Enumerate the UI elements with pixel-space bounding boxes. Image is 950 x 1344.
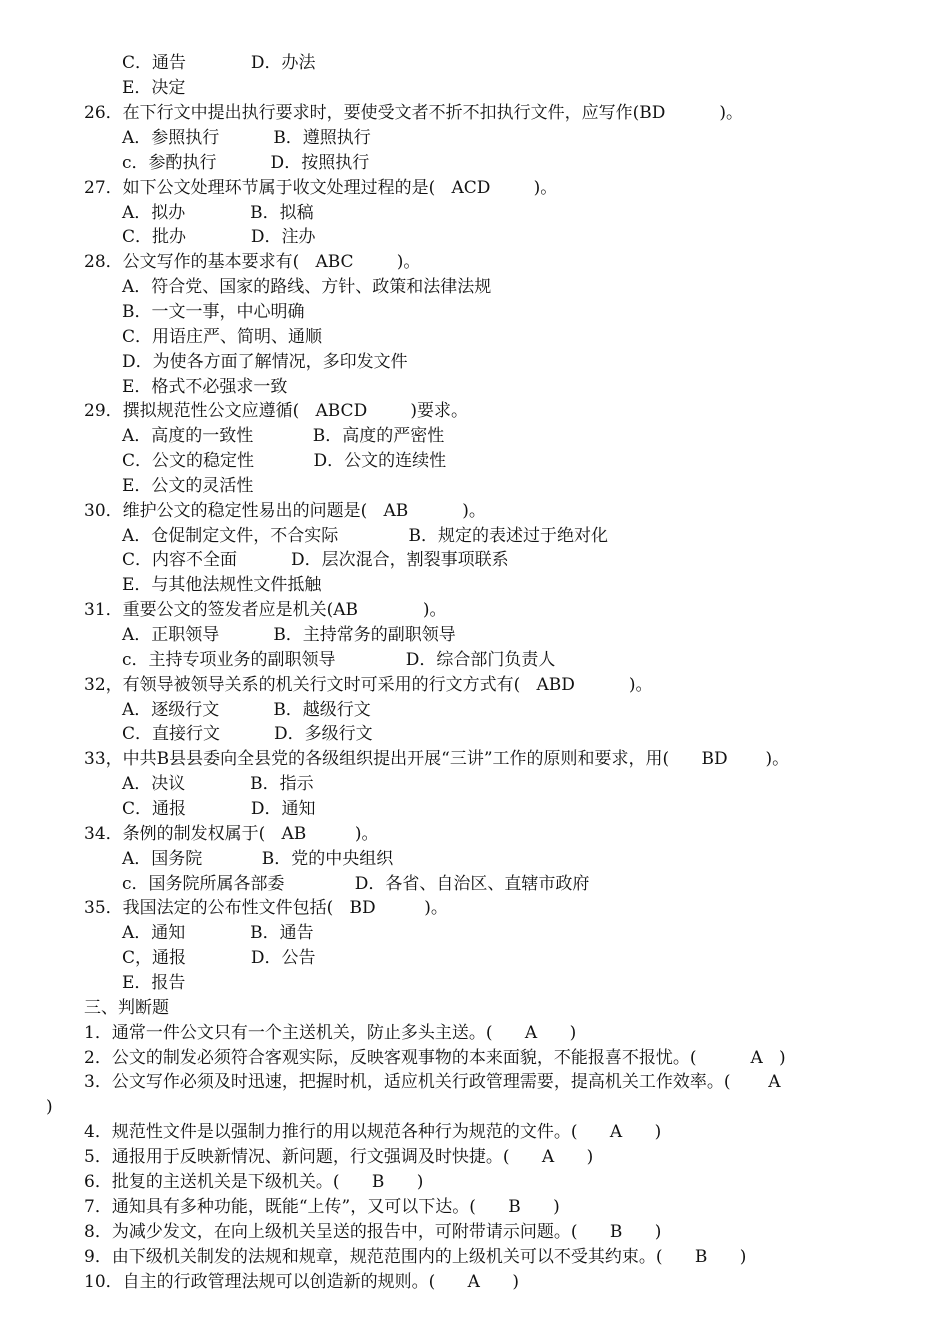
option-line: A．决议 B．指示 [122,774,314,794]
option-line: A．逐级行文 B．越级行文 [122,700,371,720]
wrapped-line: ) [46,1097,53,1117]
question-line: 31．重要公文的签发者应是机关(AB )。 [84,600,447,620]
option-line: E．格式不必强求一致 [122,377,288,397]
option-line: C．用语庄严、简明、通顺 [122,327,323,347]
judgment-question: 3．公文写作必须及时迅速，把握时机，适应机关行政管理需要，提高机关工作效率。( A [84,1072,781,1092]
question-line: 26．在下行文中提出执行要求时，要使受文者不折不扣执行文件，应写作(BD )。 [84,103,744,123]
question-line: 34．条例的制发权属于( AB )。 [84,824,379,844]
question-line: 35．我国法定的公布性文件包括( BD )。 [84,898,448,918]
option-line: C．公文的稳定性 D．公文的连续性 [122,451,447,471]
option-line: E．公文的灵活性 [122,476,254,496]
judgment-question: 6．批复的主送机关是下级机关。( B ) [84,1172,424,1192]
option-line: A．高度的一致性 B．高度的严密性 [122,426,445,446]
judgment-question: 9．由下级机关制发的法规和规章，规范范围内的上级机关可以不受其约束。( B ) [84,1247,747,1267]
judgment-question: 5．通报用于反映新情况、新问题，行文强调及时快捷。( A ) [84,1147,594,1167]
option-line: D．为使各方面了解情况，多印发文件 [122,352,408,372]
option-line: A．符合党、国家的路线、方针、政策和法律法规 [122,277,492,297]
option-line: c．参酌执行 D．按照执行 [122,153,370,173]
option-line: A．参照执行 B．遵照执行 [122,128,371,148]
option-line: E．决定 [122,78,186,98]
option-line: C．通报 D．通知 [122,799,316,819]
option-line: C．内容不全面 D．层次混合，割裂事项联系 [122,550,509,570]
question-line: 29．撰拟规范性公文应遵循( ABCD )要求。 [84,401,469,421]
judgment-question: 8．为减少发文，在向上级机关呈送的报告中，可附带请示问题。( B ) [84,1222,662,1242]
option-line: A．国务院 B．党的中央组织 [122,849,394,869]
option-line: C．通告 D．办法 [122,53,316,73]
option-line: A．仓促制定文件，不合实际 B．规定的表述过于绝对化 [122,526,609,546]
option-line: C．直接行文 D．多级行文 [122,724,373,744]
option-line: C，通报 D．公告 [122,948,316,968]
option-line: c．主持专项业务的副职领导 D．综合部门负责人 [122,650,556,670]
option-line: c．国务院所属各部委 D．各省、自治区、直辖市政府 [122,874,590,894]
judgment-question: 7．通知具有多种功能，既能“上传”，又可以下达。( B ) [84,1197,560,1217]
judgment-question: 4．规范性文件是以强制力推行的用以规范各种行为规范的文件。( A ) [84,1122,662,1142]
question-line: 33，中共B县县委向全县党的各级组织提出开展“三讲”工作的原则和要求，用( BD )。 [84,749,790,769]
question-line: 28．公文写作的基本要求有( ABC )。 [84,252,421,272]
question-line: 32，有领导被领导关系的机关行文时可采用的行文方式有( ABD )。 [84,675,653,695]
question-line: 27．如下公文处理环节属于收文处理过程的是( ACD )。 [84,178,558,198]
judgment-question: 10．自主的行政管理法规可以创造新的规则。( A ) [84,1272,520,1292]
option-line: E．报告 [122,973,186,993]
section-heading: 三、判断题 [84,998,169,1018]
option-line: B．一文一事，中心明确 [122,302,305,322]
judgment-question: 1．通常一件公文只有一个主送机关，防止多头主送。( A ) [84,1023,577,1043]
option-line: E．与其他法规性文件抵触 [122,575,322,595]
option-line: C．批办 D．注办 [122,227,316,247]
judgment-question: 2．公文的制发必须符合客观实际，反映客观事物的本来面貌，不能报喜不报忧。( A ) [84,1048,786,1068]
option-line: A．通知 B．通告 [122,923,314,943]
question-line: 30．维护公文的稳定性易出的问题是( AB )。 [84,501,486,521]
option-line: A．拟办 B．拟稿 [122,203,314,223]
option-line: A．正职领导 B．主持常务的副职领导 [122,625,456,645]
